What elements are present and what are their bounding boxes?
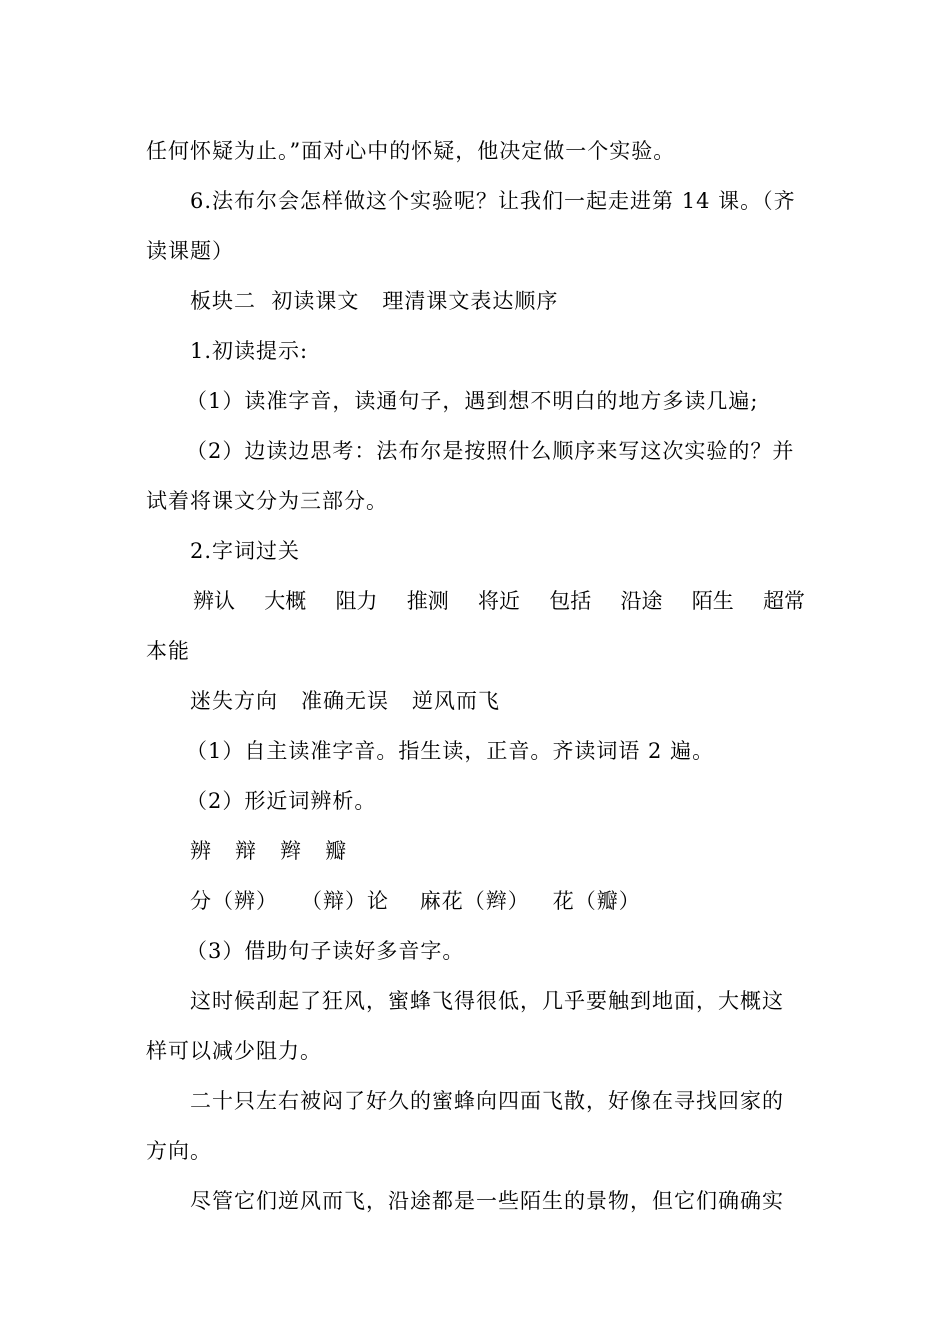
text-line: 迷失方向 准确无误 逆风而飞: [190, 689, 501, 713]
text-line: 2.字词过关: [190, 539, 301, 563]
text-line: 分（辨） （辩）论 麻花（辫） 花（瓣）: [190, 889, 641, 913]
word-item: 沿途: [620, 589, 663, 613]
text-line: （2）边读边思考：法布尔是按照什么顺序来写这次实验的？并: [186, 439, 795, 463]
text-line: （1）读准字音，读通句子，遇到想不明白的地方多读几遍;: [186, 389, 759, 413]
text-line: 辨 辩 辫 瓣: [190, 839, 348, 863]
section-heading: 板块二 初读课文 理清课文表达顺序: [190, 289, 559, 313]
word-item: 大概: [264, 589, 307, 613]
text-line: 任何怀疑为止。”面对心中的怀疑，他决定做一个实验。: [146, 139, 676, 163]
word-item: 推测: [406, 589, 449, 613]
word-item: 陌生: [691, 589, 734, 613]
text-line: 试着将课文分为三部分。: [146, 489, 388, 513]
text-line: （3）借助句子读好多音字。: [186, 939, 465, 963]
word-item: 辨认: [193, 589, 235, 613]
word-item: 阻力: [335, 589, 378, 613]
text-line: 本能: [146, 639, 190, 663]
word-item: 将近: [478, 589, 520, 613]
text-line: 尽管它们逆风而飞，沿途都是一些陌生的景物，但它们确确实: [190, 1189, 784, 1213]
word-item: 超常: [763, 589, 805, 613]
text-line: 二十只左右被闷了好久的蜜蜂向四面飞散，好像在寻找回家的: [190, 1089, 784, 1113]
text-line: 这时候刮起了狂风，蜜蜂飞得很低，几乎要触到地面，大概这: [190, 989, 784, 1013]
text-line: 1.初读提示:: [190, 339, 309, 363]
text-line: （1）自主读准字音。指生读，正音。齐读词语 2 遍。: [186, 739, 715, 763]
text-line: 样可以减少阻力。: [146, 1039, 322, 1063]
text-line: 读课题）: [146, 239, 234, 263]
word-list: [193, 586, 805, 616]
text-line: 方向。: [146, 1139, 212, 1163]
text-line: 6.法布尔会怎样做这个实验呢？让我们一起走进第 14 课。（齐: [190, 189, 796, 213]
word-item: 包括: [549, 589, 592, 613]
text-line: （2）形近词辨析。: [186, 789, 377, 813]
